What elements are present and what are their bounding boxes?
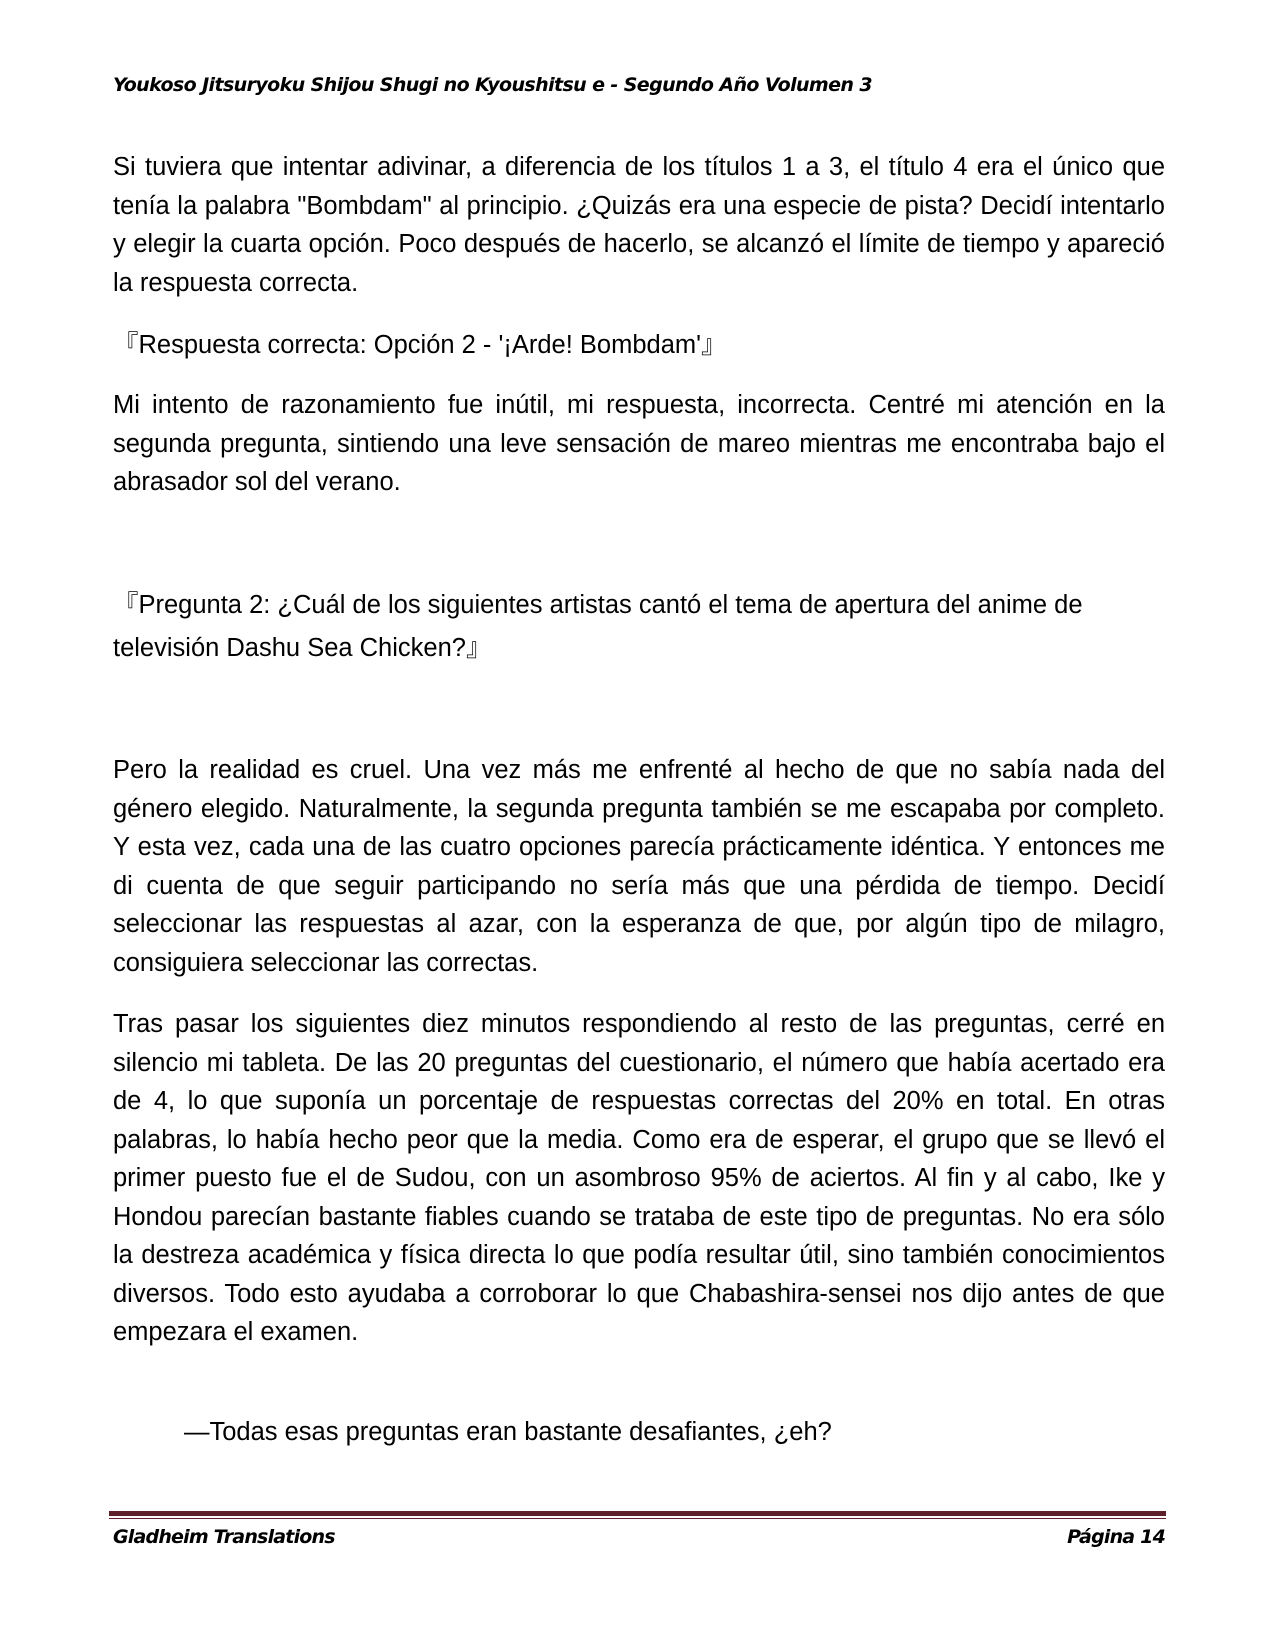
paragraph-results: Tras pasar los siguientes diez minutos respondiendo al resto de las preguntas, cerré en silencio mi tableta. De las 20 preguntas del cuestionario, el número que había acertado era de 4, lo que suponía un porcentaje de respuestas correctas del 20% en total. En otras palabras, lo había hecho peor que la media. Como era de esperar, el grupo que se llevó el primer puesto fue el de Sudou, con un asombroso 95% de aciertos. Al fin y al cabo, Ike y Hondou parecían bastante fiables cuando se trataba de este tipo de preguntas. No era sólo la destreza académica y física directa lo que podía resultar útil, sino también conocimientos diversos. Todo esto ayudaba a corroborar lo que Chabashira-sensei nos dijo antes de que empezara el examen.	[113, 1010, 1165, 1346]
footer-rule-thin	[109, 1518, 1166, 1519]
paragraph-guess: Si tuviera que intentar adivinar, a diferencia de los títulos 1 a 3, el título 4 era el único que tenía la palabra "Bombdam" al principio. ¿Quizás era una especie de pista? Decidí intentarlo y elegir la cuarta opción. Poco después de hacerlo, se alcanzó el límite de tiempo y apareció la respuesta correcta.	[113, 153, 1165, 297]
dialogue-line: —Todas esas preguntas eran bastante desafiantes, ¿eh?	[184, 1418, 832, 1446]
page-number: Página 14	[1067, 1526, 1165, 1548]
paragraph-reality: Pero la realidad es cruel. Una vez más me enfrenté al hecho de que no sabía nada del género elegido. Naturalmente, la segunda pregunta también se me escapaba por completo. Y esta vez, cada una de las cuatro opciones parecía prácticamente idéntica. Y entonces me di cuenta de que seguir participando no sería más que una pérdida de tiempo. Decidí seleccionar las respuestas al azar, con la esperanza de que, por algún tipo de milagro, consiguiera seleccionar las correctas.	[113, 756, 1165, 977]
footer-credit: Gladheim Translations	[113, 1526, 335, 1548]
running-header: Youkoso Jitsuryoku Shijou Shugi no Kyoushitsu e - Segundo Año Volumen 3	[113, 74, 872, 96]
paragraph-reasoning: Mi intento de razonamiento fue inútil, mi respuesta, incorrecta. Centré mi atención en la segunda pregunta, sintiendo una leve sensación de mareo mientras me encontraba bajo el abrasador sol del verano.	[113, 391, 1165, 496]
question-2-line: 『Pregunta 2: ¿Cuál de los siguientes artistas cantó el tema de apertura del anime de televisión Dashu Sea Chicken?』	[113, 591, 1083, 662]
footer-rule-thick	[109, 1511, 1166, 1516]
correct-answer-line: 『Respuesta correcta: Opción 2 - '¡Arde! Bombdam'』	[113, 331, 727, 359]
